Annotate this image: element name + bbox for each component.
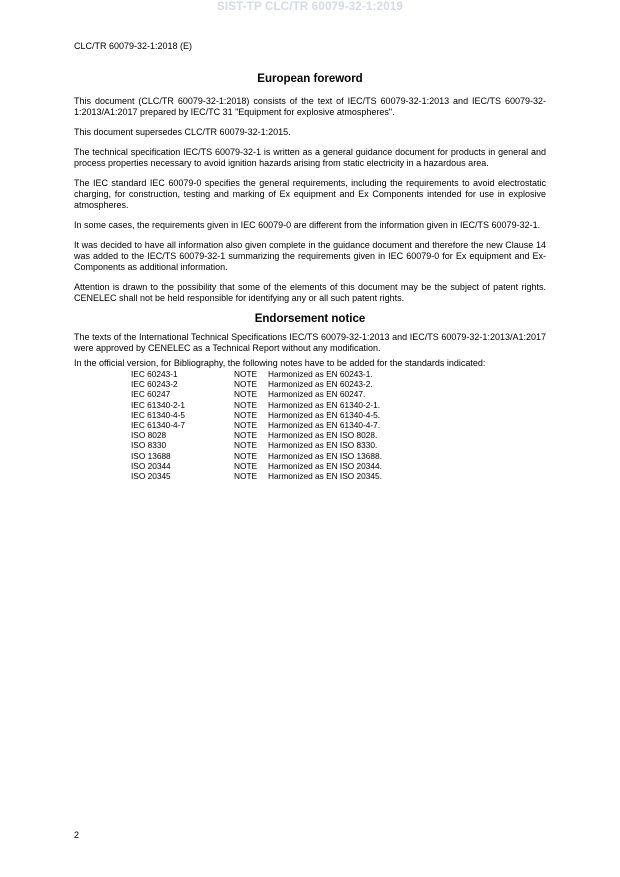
note-row — [131, 400, 546, 410]
note-row — [131, 420, 546, 430]
page-content — [74, 73, 546, 481]
note-keyword: NOTE — [234, 420, 258, 431]
note-keyword: NOTE — [234, 399, 258, 410]
note-standard: IEC 60247 — [131, 389, 171, 400]
note-text: Harmonized as EN ISO 20344. — [268, 460, 382, 471]
note-text: Harmonized as EN 60247. — [268, 389, 366, 400]
note-text: Harmonized as EN 61340-4-7. — [268, 420, 381, 431]
note-text: Harmonized as EN ISO 20345. — [268, 471, 382, 482]
note-standard: ISO 20345 — [131, 471, 171, 482]
note-keyword: NOTE — [234, 409, 258, 420]
watermark: SIST-TP CLC/TR 60079-32-1:2019 — [216, 1, 404, 13]
note-keyword: NOTE — [234, 389, 258, 400]
note-standard: IEC 61340-4-7 — [131, 420, 185, 431]
note-standard: ISO 8330 — [131, 440, 167, 451]
note-row — [131, 379, 546, 389]
note-keyword: NOTE — [234, 379, 258, 390]
foreword-paragraph: This document (CLC/TR 60079-32-1:2018) consists of the text of IEC/TS 60079-32-1:2013 and IEC/TS 60079-32-1:2013/A1:2017 prepared by IEC/TC 31 "Equipment for explosive atmospheres". — [74, 96, 546, 117]
bibliography-notes — [131, 369, 546, 481]
note-text: Harmonized as EN 61340-2-1. — [268, 399, 381, 410]
note-standard: IEC 60243-1 — [131, 369, 178, 379]
note-row — [131, 461, 546, 471]
foreword-paragraph: This document supersedes CLC/TR 60079-32-1:2015. — [74, 127, 291, 137]
note-text: Harmonized as EN 60243-1. — [268, 369, 373, 379]
note-standard: ISO 20344 — [131, 460, 171, 471]
note-standard: IEC 60243-2 — [131, 379, 178, 390]
note-standard: ISO 8028 — [131, 430, 167, 441]
foreword-paragraph: The IEC standard IEC 60079-0 specifies the general requirements, including the requirements to avoid electrostatic charging, for construction, testing and marking of Ex equipment and Ex Components intended for use in explosive atmospheres. — [74, 178, 546, 210]
page-number: 2 — [74, 830, 80, 840]
note-text: Harmonized as EN ISO 8028. — [268, 430, 378, 441]
note-text: Harmonized as EN ISO 13688. — [268, 450, 382, 461]
note-text: Harmonized as EN 60243-2. — [268, 379, 373, 390]
note-text: Harmonized as EN ISO 8330. — [268, 440, 378, 451]
endorsement-paragraph: In the official version, for Bibliography, the following notes have to be added for the standards indicated: — [74, 358, 486, 368]
endorsement-title: Endorsement notice — [254, 313, 366, 325]
note-standard: IEC 61340-2-1 — [131, 399, 185, 410]
note-row — [131, 451, 546, 461]
document-id: CLC/TR 60079-32-1:2018 (E) — [74, 41, 193, 51]
note-row — [131, 410, 546, 420]
note-standard: ISO 13688 — [131, 450, 171, 461]
note-row — [131, 471, 546, 481]
note-standard: IEC 61340-4-5 — [131, 409, 185, 420]
note-row — [131, 389, 546, 399]
note-text: Harmonized as EN 61340-4-5. — [268, 409, 381, 420]
foreword-paragraph: The technical specification IEC/TS 60079-32-1 is written as a general guidance document for products in general and process properties necessary to avoid ignition hazards arising from static electricity in a hazardous area. — [74, 147, 546, 168]
note-keyword: NOTE — [234, 430, 258, 441]
endorsement-paragraph: The texts of the International Technical Specifications IEC/TS 60079-32-1:2013 and IEC/TS 60079-32-1:2013/A1:2017 were approved by CENELEC as a Technical Report without any modification. — [74, 332, 546, 353]
note-row — [131, 430, 546, 440]
foreword-title: European foreword — [257, 73, 363, 85]
note-keyword: NOTE — [234, 471, 258, 482]
foreword-paragraph: It was decided to have all information also given complete in the guidance document and therefore the new Clause 14 was added to the IEC/TS 60079-32-1 summarizing the requirements given in IEC 60079-0 for Ex equipment and Ex-Components as additional information. — [74, 240, 546, 272]
note-keyword: NOTE — [234, 369, 258, 379]
note-keyword: NOTE — [234, 450, 258, 461]
foreword-paragraph: Attention is drawn to the possibility that some of the elements of this document may be the subject of patent rights. CENELEC shall not be held responsible for identifying any or all such patent rights. — [74, 282, 546, 303]
note-row — [131, 369, 546, 379]
foreword-paragraph: In some cases, the requirements given in IEC 60079-0 are different from the information given in IEC/TS 60079-32-1. — [74, 220, 541, 230]
note-keyword: NOTE — [234, 460, 258, 471]
note-row — [131, 440, 546, 450]
note-keyword: NOTE — [234, 440, 258, 451]
